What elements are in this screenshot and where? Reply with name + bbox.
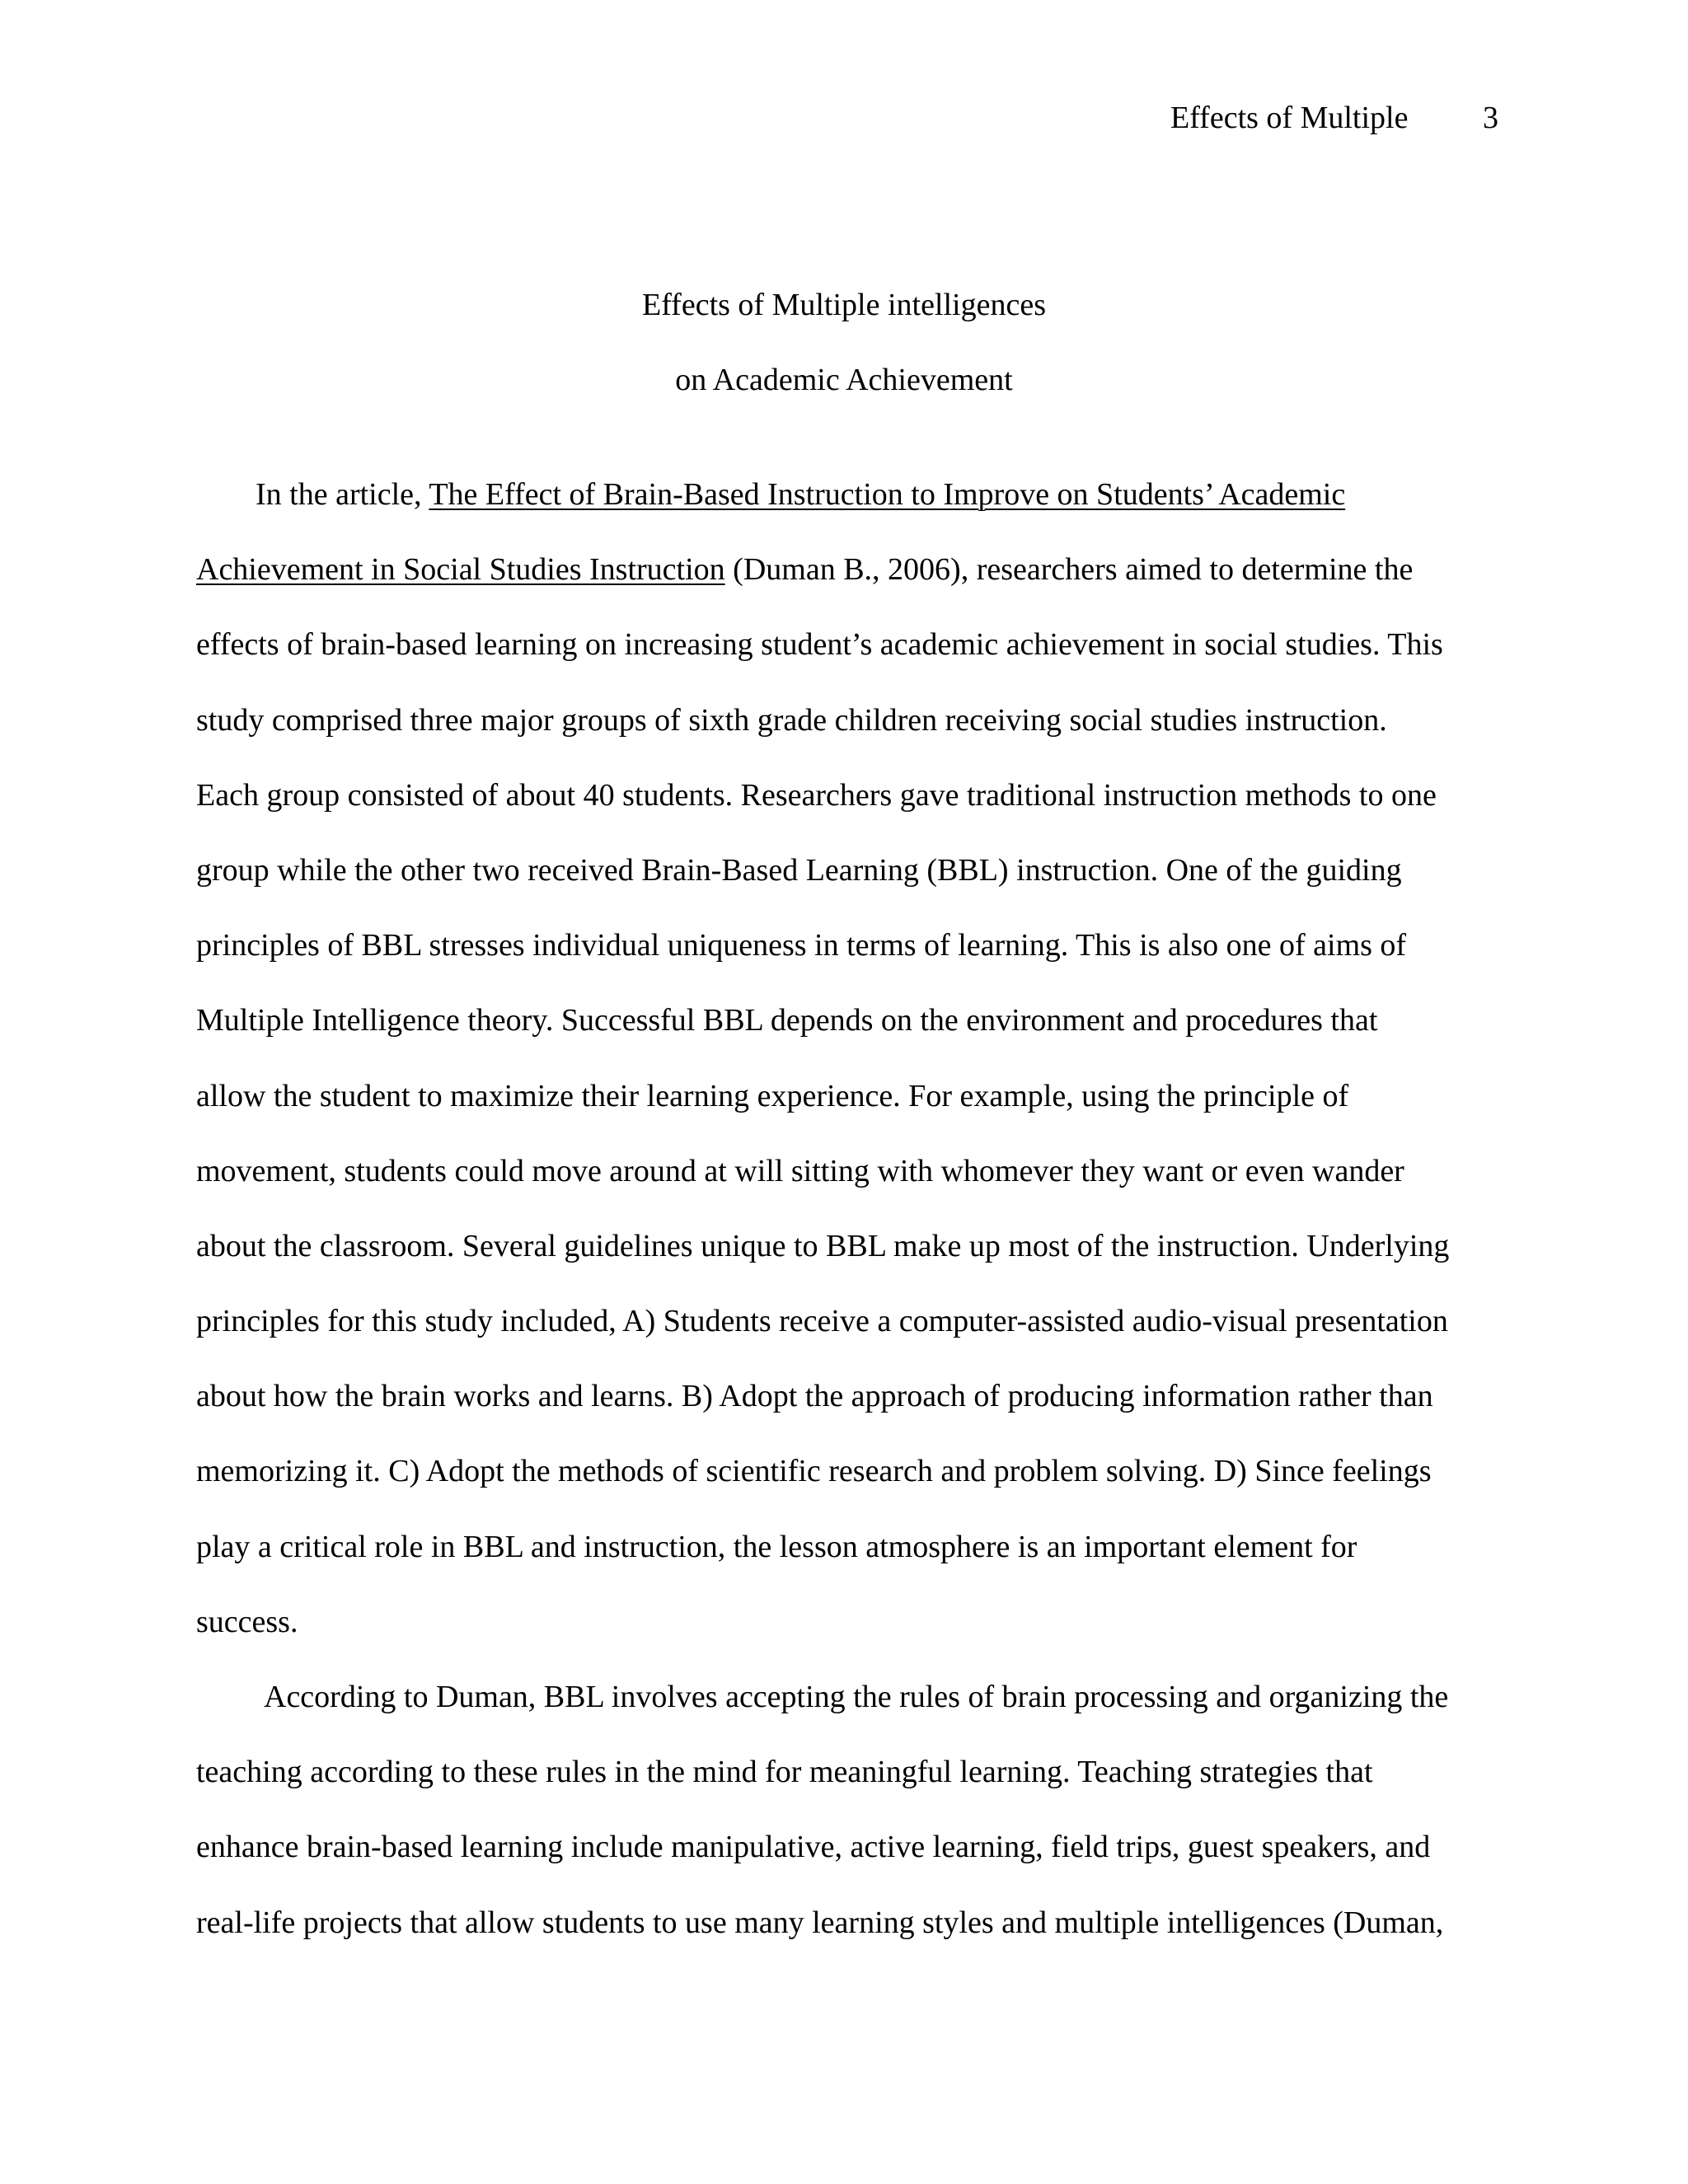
- text-run: In the article,: [256, 477, 429, 512]
- running-head: [1170, 97, 1498, 138]
- text-line: real-life projects that allow students to use many learning styles and multiple intelligences (Duman,: [196, 1905, 1444, 1940]
- title-line-1: Effects of Multiple intelligences: [642, 288, 1046, 322]
- page-number: 3: [1483, 101, 1498, 135]
- text-line: principles of BBL stresses individual uniqueness in terms of learning. This is also one of aims of: [196, 928, 1407, 963]
- running-head-title: Effects of Multiple: [1170, 101, 1409, 135]
- text-line: Multiple Intelligence theory. Successful BBL depends on the environment and procedures that: [196, 1003, 1378, 1038]
- text-line: success.: [196, 1604, 298, 1639]
- paragraph-1: [196, 470, 1502, 1672]
- body-text: [196, 470, 1502, 1973]
- article-title-underlined: Achievement in Social Studies Instruction: [196, 552, 725, 588]
- text-line: play a critical role in BBL and instruction, the lesson atmosphere is an important element for: [196, 1529, 1357, 1564]
- text-line: study comprised three major groups of sixth grade children receiving social studies instruction.: [196, 702, 1387, 738]
- paragraph-2: [196, 1672, 1502, 1973]
- text-line: Each group consisted of about 40 students. Researchers gave traditional instruction methods to one: [196, 777, 1437, 813]
- text-line: group while the other two received Brain-Based Learning (BBL) instruction. One of the guiding: [196, 852, 1402, 888]
- text-line: about the classroom. Several guidelines unique to BBL make up most of the instruction. Underlying: [196, 1228, 1450, 1263]
- text-line: According to Duman, BBL involves accepting the rules of brain processing and organizing the: [264, 1680, 1449, 1714]
- text-line: memorizing it. C) Adopt the methods of scientific research and problem solving. D) Since feelings: [196, 1454, 1432, 1489]
- text-line: effects of brain-based learning on increasing student’s academic achievement in social studies. This: [196, 627, 1443, 663]
- paper-title: [0, 280, 1688, 430]
- text-line: [196, 545, 1502, 620]
- text-run: (Duman B., 2006), researchers aimed to determine the: [724, 552, 1414, 588]
- title-line-2: on Academic Achievement: [675, 363, 1013, 397]
- text-line: enhance brain-based learning include manipulative, active learning, field trips, guest speakers, and: [196, 1830, 1431, 1865]
- text-line: about how the brain works and learns. B) Adopt the approach of producing information rather than: [196, 1379, 1433, 1414]
- text-line: principles for this study included, A) Students receive a computer-assisted audio-visual presentation: [196, 1304, 1448, 1339]
- text-line: movement, students could move around at will sitting with whomever they want or even wander: [196, 1153, 1404, 1188]
- text-line: [196, 470, 1502, 545]
- text-line: teaching according to these rules in the mind for meaningful learning. Teaching strategies that: [196, 1755, 1373, 1790]
- text-line: allow the student to maximize their learning experience. For example, using the principle of: [196, 1078, 1349, 1113]
- article-title-underlined: The Effect of Brain-Based Instruction to Improve on Students’ Academic: [429, 477, 1346, 512]
